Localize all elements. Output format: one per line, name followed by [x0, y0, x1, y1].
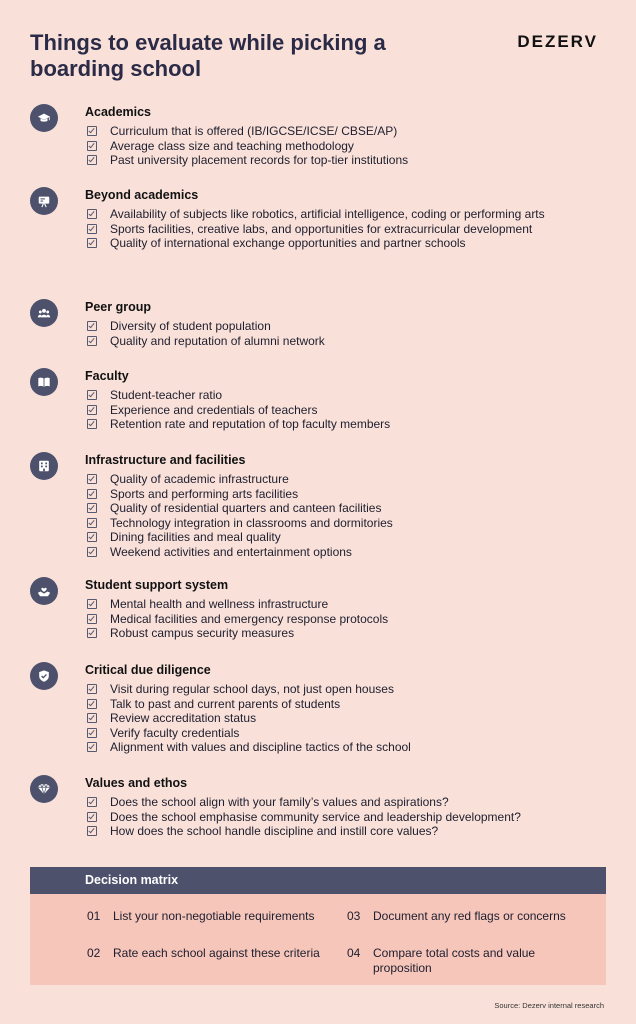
matrix-item [347, 909, 577, 924]
book-icon [30, 368, 58, 396]
list-item: Curriculum that is offered (IB/IGCSE/ICSE/ CBSE/AP) [110, 124, 620, 139]
section-peer-group [30, 299, 620, 348]
list-item: Verify faculty credentials [110, 726, 620, 741]
group-icon [30, 299, 58, 327]
matrix-item-number: 04 [347, 946, 361, 960]
list-item: Quality of academic infrastructure [110, 472, 620, 487]
checkbox-icon [87, 238, 97, 248]
list-item: Sports and performing arts facilities [110, 487, 620, 502]
matrix-item [87, 946, 327, 961]
list-item: Diversity of student population [110, 319, 620, 334]
shield-check-icon [30, 662, 58, 690]
list-item: Review accreditation status [110, 711, 620, 726]
dezerv-logo: DEZERV [517, 32, 598, 51]
list-item: Past university placement records for top-tier institutions [110, 153, 620, 168]
list-item: Quality of residential quarters and canteen facilities [110, 501, 620, 516]
section-heading: Values and ethos [85, 776, 188, 790]
checkbox-icon [87, 489, 97, 499]
matrix-item-number: 03 [347, 909, 361, 923]
matrix-item-text: List your non-negotiable requirements [113, 909, 315, 923]
matrix-item-text: Rate each school against these criteria [113, 946, 320, 960]
checkbox-icon [87, 209, 97, 219]
section-student-support [30, 577, 620, 641]
building-icon [30, 452, 58, 480]
list-item: Dining facilities and meal quality [110, 530, 620, 545]
checkbox-icon [87, 699, 97, 709]
graduation-cap-icon [30, 104, 58, 132]
checkbox-icon [87, 126, 97, 136]
checkbox-icon [87, 474, 97, 484]
checkbox-icon [87, 728, 97, 738]
matrix-item-text: Document any red flags or concerns [373, 909, 566, 923]
list-item: Retention rate and reputation of top faculty members [110, 417, 620, 432]
checkbox-icon [87, 599, 97, 609]
matrix-item [347, 946, 577, 975]
source-note: Source: Dezerv internal research [494, 1001, 604, 1010]
diamond-icon [30, 775, 58, 803]
decision-matrix-body [30, 894, 606, 985]
section-values-and-ethos [30, 775, 620, 839]
list-item: Average class size and teaching methodology [110, 139, 620, 154]
matrix-item-text: Compare total costs and value proposition [373, 946, 536, 975]
list-item: Technology integration in classrooms and dormitories [110, 516, 620, 531]
checkbox-icon [87, 797, 97, 807]
checkbox-icon [87, 532, 97, 542]
checkbox-icon [87, 812, 97, 822]
section-heading: Faculty [85, 369, 129, 383]
section-heading: Critical due diligence [85, 663, 211, 677]
checkbox-icon [87, 547, 97, 557]
checkbox-icon [87, 503, 97, 513]
matrix-item-number: 02 [87, 946, 101, 960]
list-item: Quality and reputation of alumni network [110, 334, 620, 349]
section-heading: Infrastructure and facilities [85, 453, 246, 467]
decision-matrix-heading: Decision matrix [30, 867, 606, 894]
list-item: Experience and credentials of teachers [110, 403, 620, 418]
checkbox-icon [87, 713, 97, 723]
section-beyond-academics [30, 187, 620, 251]
list-item: Mental health and wellness infrastructure [110, 597, 620, 612]
list-item: Does the school emphasise community service and leadership development? [110, 810, 620, 825]
list-item: Robust campus security measures [110, 626, 620, 641]
checkbox-icon [87, 742, 97, 752]
checkbox-icon [87, 628, 97, 638]
checkbox-icon [87, 826, 97, 836]
section-heading: Academics [85, 105, 152, 119]
checkbox-icon [87, 405, 97, 415]
list-item: Availability of subjects like robotics, artificial intelligence, coding or performing arts [110, 207, 620, 222]
section-infrastructure [30, 452, 620, 559]
list-item: Alignment with values and discipline tactics of the school [110, 740, 620, 755]
helping-hands-icon [30, 577, 58, 605]
checkbox-icon [87, 684, 97, 694]
list-item: Talk to past and current parents of students [110, 697, 620, 712]
matrix-item [87, 909, 327, 924]
checkbox-icon [87, 321, 97, 331]
section-heading: Peer group [85, 300, 151, 314]
list-item: Weekend activities and entertainment options [110, 545, 620, 560]
page-title: Things to evaluate while picking a boarding school [30, 30, 386, 81]
list-item: Visit during regular school days, not just open houses [110, 682, 620, 697]
checkbox-icon [87, 141, 97, 151]
list-item: How does the school handle discipline and instill core values? [110, 824, 620, 839]
section-heading: Student support system [85, 578, 229, 592]
checkbox-icon [87, 224, 97, 234]
list-item: Does the school align with your family’s values and aspirations? [110, 795, 620, 810]
checkbox-icon [87, 419, 97, 429]
checkbox-icon [87, 518, 97, 528]
section-heading: Beyond academics [85, 188, 199, 202]
checkbox-icon [87, 390, 97, 400]
section-critical-due-diligence [30, 662, 620, 755]
list-item: Sports facilities, creative labs, and opportunities for extracurricular development [110, 222, 620, 237]
list-item: Quality of international exchange opportunities and partner schools [110, 236, 620, 251]
easel-icon [30, 187, 58, 215]
section-academics [30, 104, 620, 168]
checkbox-icon [87, 155, 97, 165]
section-faculty [30, 368, 620, 432]
list-item: Student-teacher ratio [110, 388, 620, 403]
matrix-item-number: 01 [87, 909, 101, 923]
list-item: Medical facilities and emergency response protocols [110, 612, 620, 627]
checkbox-icon [87, 336, 97, 346]
checkbox-icon [87, 614, 97, 624]
